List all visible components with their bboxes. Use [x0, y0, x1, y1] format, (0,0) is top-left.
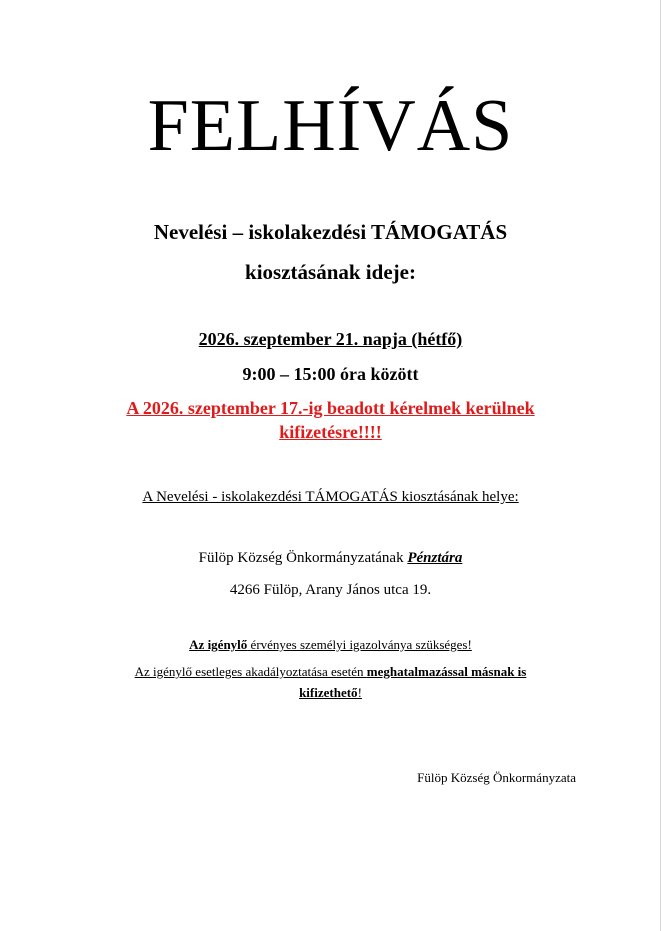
- distribution-date: 2026. szeptember 21. napja (hétfő): [198, 329, 463, 349]
- address-line: 4266 Fülöp, Arany János utca 19.: [229, 582, 432, 598]
- proxy-note-end: !: [357, 685, 362, 700]
- office-cashier: Pénztára: [407, 550, 463, 566]
- proxy-note-payable: kifizethető: [299, 685, 358, 700]
- signature: Fülöp Község Önkormányzata: [417, 770, 576, 785]
- deadline-notice-line-1: A 2026. szeptember 17.-ig beadott kérelmek kerülnek: [126, 398, 535, 418]
- deadline-notice-line-2: kifizetésre!!!!: [279, 422, 382, 442]
- id-note-text: érvényes személyi igazolványa szükséges!: [247, 637, 472, 652]
- office-line: [0, 547, 661, 569]
- place-heading: A Nevelési - iskolakezdési TÁMOGATÁS kiosztásának helye:: [142, 489, 519, 505]
- subtitle-line-1: Nevelési – iskolakezdési TÁMOGATÁS: [153, 220, 508, 244]
- office-name: Fülöp Község Önkormányzatának: [198, 550, 408, 566]
- proxy-note-text: Az igénylő esetleges akadályoztatása esetén: [134, 664, 367, 679]
- id-note-subject: Az igénylő: [189, 637, 248, 652]
- id-requirement-note: [0, 635, 661, 655]
- notice-title: FELHÍVÁS: [147, 85, 514, 167]
- distribution-time: 9:00 – 15:00 óra között: [242, 364, 419, 384]
- proxy-note-line-1: [0, 662, 661, 682]
- proxy-note-emphasis: meghatalmazással másnak is: [366, 664, 527, 679]
- subtitle-line-2: kiosztásának ideje:: [245, 260, 416, 284]
- proxy-note-line-2: [0, 683, 661, 703]
